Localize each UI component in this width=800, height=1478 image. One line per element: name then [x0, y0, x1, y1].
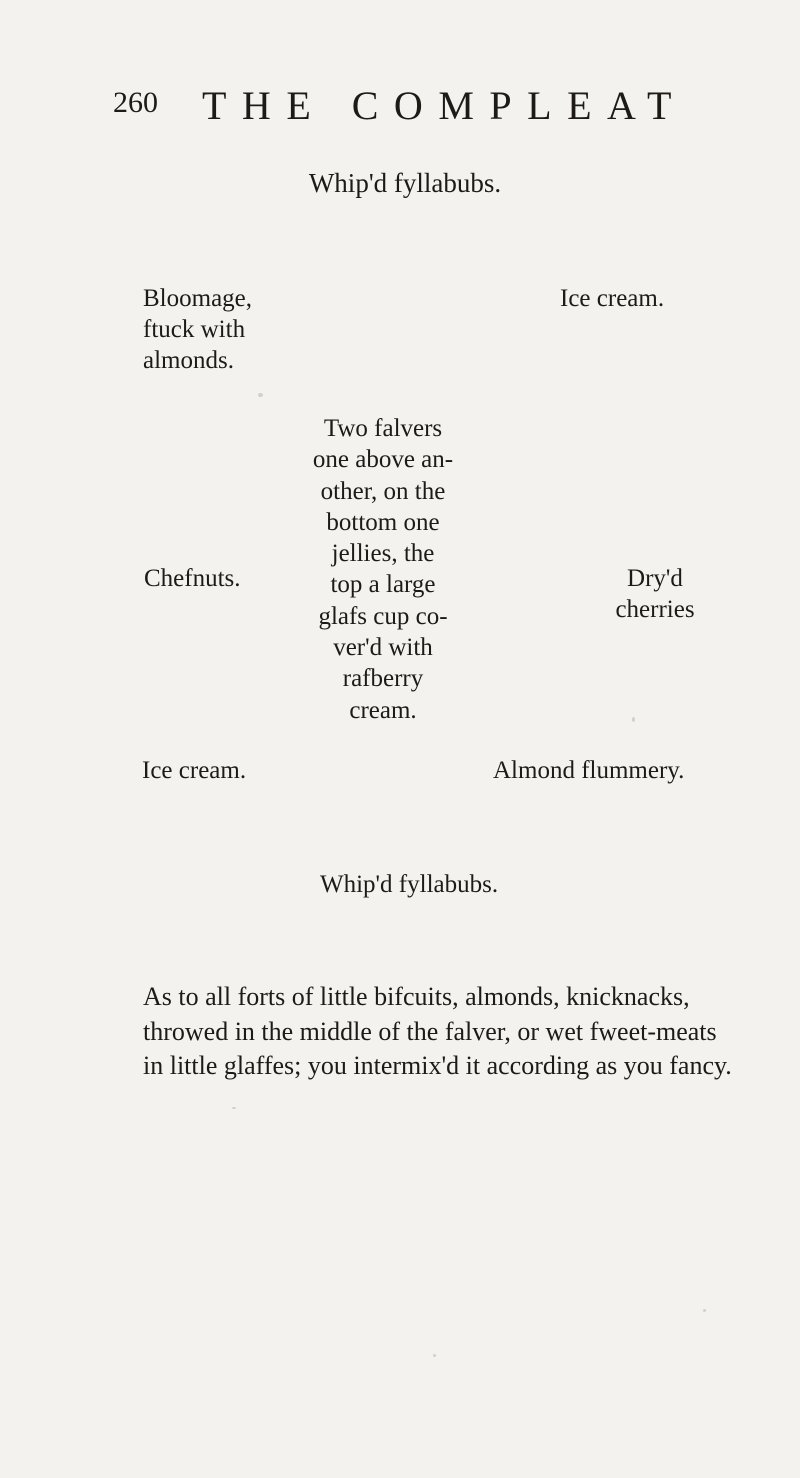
- top-heading: Whip'd fyllabubs.: [308, 168, 502, 198]
- dish-line: Dry'd: [627, 565, 683, 592]
- dish-chesnuts: Chefnuts.: [144, 565, 241, 592]
- bottom-heading: Whip'd fyllabubs.: [320, 871, 499, 898]
- dish-line: top a large: [330, 571, 436, 599]
- footnote-line: throwed in the middle of the falver, or wet fweet-meats: [143, 1016, 717, 1046]
- dish-ice-cream-top: Ice cream.: [560, 285, 665, 312]
- dish-line: ver'd with: [333, 634, 433, 662]
- dish-line: cherries: [615, 596, 695, 623]
- dish-almond-flummery: Almond flummery.: [493, 757, 685, 784]
- dish-line: jellies, the: [331, 540, 435, 568]
- dish-line: Two falvers: [323, 415, 443, 442]
- dish-line: cream.: [349, 696, 417, 724]
- dish-line: other, on the: [320, 477, 446, 505]
- page-number: 260: [113, 86, 158, 119]
- dish-line: glafs cup co-: [318, 602, 448, 630]
- dish-two-salvers: [233, 413, 533, 726]
- paper-speck: [632, 717, 635, 722]
- footnote-line: As to all forts of little bifcuits, almonds, knicknacks,: [143, 982, 690, 1011]
- footnote-line: in little glaffes; you intermix'd it according as you fancy.: [143, 1051, 732, 1080]
- dish-line: bottom one: [326, 508, 440, 536]
- dish-bloomage: [143, 283, 252, 376]
- dish-line: ftuck with: [143, 316, 246, 343]
- paper-speck: [703, 1309, 706, 1312]
- dish-dryd-cherries: [585, 563, 725, 625]
- dish-line: one above an-: [312, 446, 454, 474]
- dish-ice-cream-bottom: Ice cream.: [142, 757, 247, 784]
- dish-line: Bloomage,: [143, 285, 253, 312]
- dish-line: rafberry: [342, 665, 424, 693]
- paper-speck: [258, 393, 263, 397]
- dish-line: almonds.: [143, 347, 234, 374]
- paper-speck: [433, 1354, 436, 1357]
- running-head: THE COMPLEAT: [202, 83, 687, 128]
- footnote-paragraph: [143, 980, 763, 1084]
- paper-speck: [232, 1107, 236, 1109]
